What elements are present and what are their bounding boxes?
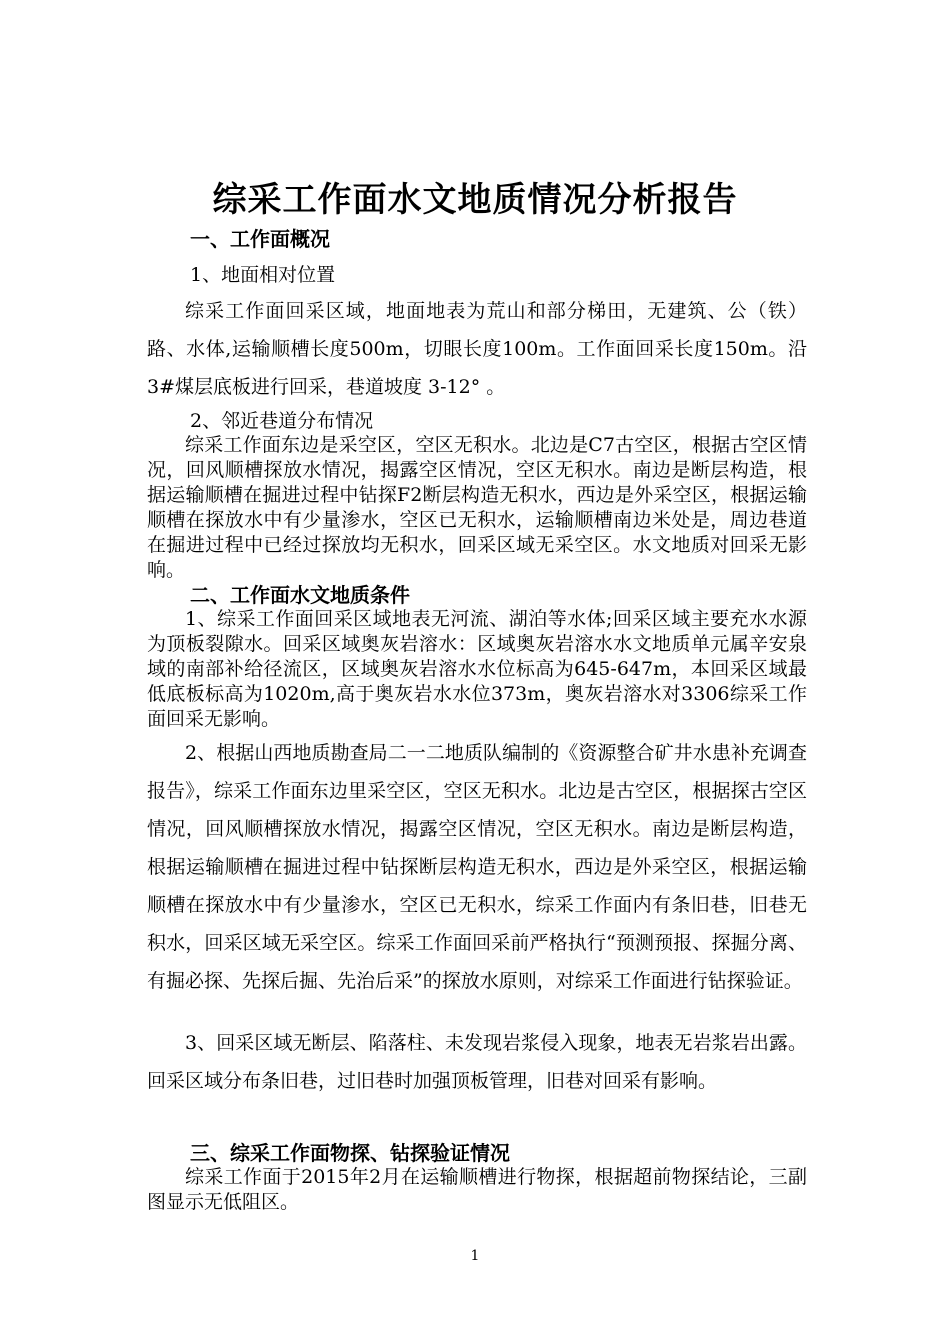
section1-sub1-heading: 1、地面相对位置 <box>190 264 336 286</box>
section1-heading: 一、工作面概况 <box>190 227 330 251</box>
section1-sub2-text: 综采工作面东边是采空区，空区无积水。北边是C7古空区，根据古空区情况，回风顺槽探放水情况，揭露空区情况，空区无积水。南边是断层构造，根据运输顺槽在掘进过程中钻探F2断层构造无积水，西边是外采空区，根据运输顺槽在探放水中有少量渗水，空区已无积水，运输顺槽南边米处是，周边巷道在掘进过程中已经过探放均无积水，回采区域无采空区。水文地质对回采无影响。 <box>147 434 807 581</box>
page-number: 1 <box>470 1248 480 1264</box>
section1-sub2-heading: 2、邻近巷道分布情况 <box>190 410 374 432</box>
section3-p1: 综采工作面于2015年2月在运输顺槽进行物探，根据超前物探结论，三副图显示无低阻区。 <box>147 1166 807 1213</box>
section2-p3: 3、回采区域无断层、陷落柱、未发现岩浆侵入现象，地表无岩浆岩出露。 回采区域分布条旧巷，过旧巷时加强顶板管理，旧巷对回采有影响。 <box>147 1032 807 1092</box>
section2-p2: 2、根据山西地质勘查局二一二地质队编制的《资源整合矿井水患补充调查报告》，综采工作面东边里采空区，空区无积水。北边是古空区，根据探古空区情况，回风顺槽探放水情况，揭露空区情况，空区无积水。南边是断层构造，根据运输顺槽在掘进过程中钻探断层构造无积水，西边是外采空区，根据运输顺槽在探放水中有少量渗水，空区已无积水，综采工作面内有条旧巷，旧巷无积水，回采区域无采空区。综采工作面回采前严格执行“预测预报、探掘分离、有掘必探、先探后掘、先治后采”的探放水原则，对综采工作面进行钻探验证。 <box>147 742 807 992</box>
section1-sub1-text: 综采工作面回采区域，地面地表为荒山和部分梯田，无建筑、公（铁）路、水体,运输顺槽长度500m，切眼长度100m。工作面回采长度150m。沿 3#煤层底板进行回采，巷道坡度 3-12° 。 <box>147 300 807 398</box>
section2-heading: 二、工作面水文地质条件 <box>190 583 410 607</box>
section3-heading: 三、综采工作面物探、钻探验证情况 <box>190 1141 510 1165</box>
section2-p1: 1、综采工作面回采区域地表无河流、湖泊等水体;回采区域主要充水水源为顶板裂隙水。回采区域奥灰岩溶水：区域奥灰岩溶水水文地质单元属辛安泉域的南部补给径流区，区域奥灰岩溶水水位标高为645-647m，本回采区域最低底板标高为1020m,高于奥灰岩水水位373m，奥灰岩溶水对3306综采工作面回采无影响。 <box>147 608 807 730</box>
document-title: 综采工作面水文地质情况分析报告 <box>212 180 738 220</box>
